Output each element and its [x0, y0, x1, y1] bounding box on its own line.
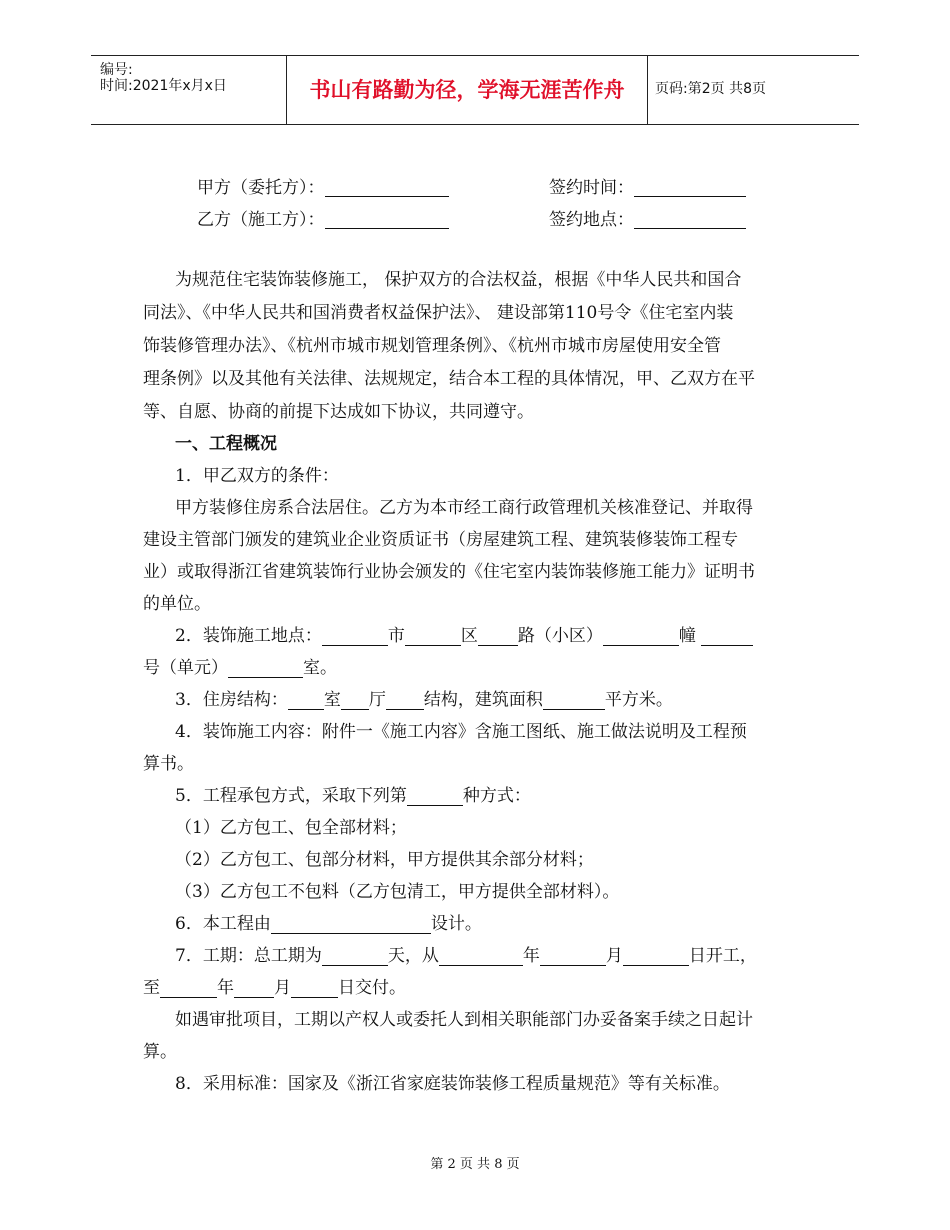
- district-label: 区: [460, 626, 478, 646]
- item-2-line: [175, 624, 753, 648]
- method-blank: [407, 787, 463, 806]
- item-3-prefix: 3．住房结构：: [175, 690, 288, 710]
- intro-line: 为规范住宅装饰装修施工， 保护双方的合法权益，根据《中华人民共和国合: [175, 270, 742, 290]
- item-7-prefix: 7．工期：总工期为: [175, 946, 322, 966]
- road-label: 路（小区）: [517, 626, 603, 646]
- sign-time-blank: [634, 179, 746, 197]
- rooms-label: 室: [323, 690, 341, 710]
- area-unit: 平方米。: [604, 690, 673, 710]
- structure-blank: [386, 691, 424, 710]
- end-month-label: 月: [274, 978, 291, 998]
- halls-label: 厅: [368, 690, 386, 710]
- days-label: 天，从: [387, 946, 439, 966]
- header-page-code: 页码:第2页 共8页: [655, 81, 766, 97]
- page-header: [91, 55, 859, 125]
- building-blank: [603, 627, 679, 646]
- number-blank: [701, 627, 753, 646]
- item-6-prefix: 6．本工程由: [175, 914, 271, 934]
- sign-time-label: 签约时间：: [549, 178, 634, 198]
- approval-line: 算。: [143, 1042, 177, 1062]
- item-2-prefix: 2．装饰施工地点：: [175, 626, 322, 646]
- end-day-blank: [291, 979, 338, 998]
- building-label: 幢: [678, 626, 696, 646]
- sign-place-blank: [634, 211, 746, 229]
- item-1-text: 甲方装修住房系合法居住。乙方为本市经工商行政管理机关核准登记、并取得: [175, 498, 753, 518]
- halls-blank: [341, 691, 369, 710]
- item-6-line: [175, 912, 482, 936]
- rooms-blank: [288, 691, 324, 710]
- road-blank: [478, 627, 518, 646]
- item-5-suffix: 种方式：: [462, 786, 531, 806]
- item-5-prefix: 5．工程承包方式，采取下列第: [175, 786, 407, 806]
- days-blank: [322, 947, 388, 966]
- start-day-blank: [623, 947, 689, 966]
- item-1-text: 的单位。: [143, 594, 211, 614]
- city-label: 市: [387, 626, 405, 646]
- header-motto: 书山有路勤为径，学海无涯苦作舟: [309, 78, 625, 102]
- item-5-option: （1）乙方包工、包全部材料；: [175, 818, 407, 838]
- party-b-label: 乙方（施工方）：: [197, 210, 325, 230]
- section-title: 一、工程概况: [175, 434, 277, 454]
- party-a-label: 甲方（委托方）：: [197, 178, 325, 198]
- start-year-blank: [439, 947, 523, 966]
- party-b-row: [197, 209, 449, 231]
- page-footer: 第 2 页 共 8 页: [430, 1157, 520, 1172]
- district-blank: [405, 627, 461, 646]
- item-1-text: 建设主管部门颁发的建筑业企业资质证书（房屋建筑工程、建筑装修装饰工程专: [143, 530, 738, 550]
- designer-blank: [271, 915, 431, 934]
- intro-line: 同法》、《中华人民共和国消费者权益保护法》、 建设部第110号令《住宅室内装: [143, 303, 734, 323]
- city-blank: [322, 627, 388, 646]
- sign-place-row: [549, 209, 746, 231]
- party-b-blank: [325, 211, 449, 229]
- item-8-line: 8．采用标准：国家及《浙江省家庭装饰装修工程质量规范》等有关标准。: [175, 1074, 730, 1094]
- start-month-blank: [540, 947, 606, 966]
- item-4-line: 4．装饰施工内容：附件一《施工内容》含施工图纸、施工做法说明及工程预: [175, 722, 747, 742]
- item-1-title: 1．甲乙双方的条件：: [175, 466, 339, 486]
- room-blank: [228, 659, 303, 678]
- approval-line: 如遇审批项目，工期以产权人或委托人到相关职能部门办妥备案手续之日起计: [175, 1010, 753, 1030]
- item-5-line: [175, 784, 531, 808]
- end-day-label: 日交付。: [338, 978, 406, 998]
- header-page-cell: [647, 56, 859, 124]
- start-day-label: 日开工，: [688, 946, 757, 966]
- intro-line: 饰装修管理办法》、《杭州市城市规划管理条例》、《杭州市城市房屋使用安全管: [143, 336, 721, 356]
- header-motto-cell: [286, 56, 648, 124]
- document-number-label: 编号:: [100, 62, 133, 78]
- item-6-suffix: 设计。: [430, 914, 482, 934]
- end-month-blank: [234, 979, 274, 998]
- item-2-line: [143, 656, 337, 680]
- end-year-blank: [160, 979, 217, 998]
- item-1-text: 业）或取得浙江省建筑装饰行业协会颁发的《住宅室内装饰装修施工能力》证明书: [143, 562, 755, 582]
- start-year-label: 年: [522, 946, 540, 966]
- intro-line: 等、自愿、协商的前提下达成如下协议，共同遵守。: [143, 402, 534, 422]
- sign-time-row: [549, 177, 746, 199]
- item-3-line: [175, 688, 673, 712]
- room-label: 室。: [303, 658, 337, 678]
- item-7-line: [143, 976, 406, 1000]
- area-blank: [543, 691, 605, 710]
- item-5-option: （2）乙方包工、包部分材料，甲方提供其余部分材料；: [175, 850, 594, 870]
- end-year-label: 年: [217, 978, 234, 998]
- intro-line: 理条例》以及其他有关法律、法规规定，结合本工程的具体情况，甲、乙双方在平: [143, 369, 755, 389]
- sign-place-label: 签约地点：: [549, 210, 634, 230]
- to-label: 至: [143, 978, 160, 998]
- party-a-blank: [325, 179, 449, 197]
- item-5-option: （3）乙方包工不包料（乙方包清工，甲方提供全部材料）。: [175, 882, 620, 902]
- item-4-line: 算书。: [143, 754, 194, 774]
- item-7-line: [175, 944, 757, 968]
- structure-label: 结构，建筑面积: [423, 690, 543, 710]
- header-info-cell: [91, 56, 286, 124]
- party-a-row: [197, 177, 449, 199]
- unit-label: 号（单元）: [143, 658, 228, 678]
- document-time-label: 时间:2021年x月x日: [100, 78, 227, 94]
- start-month-label: 月: [605, 946, 623, 966]
